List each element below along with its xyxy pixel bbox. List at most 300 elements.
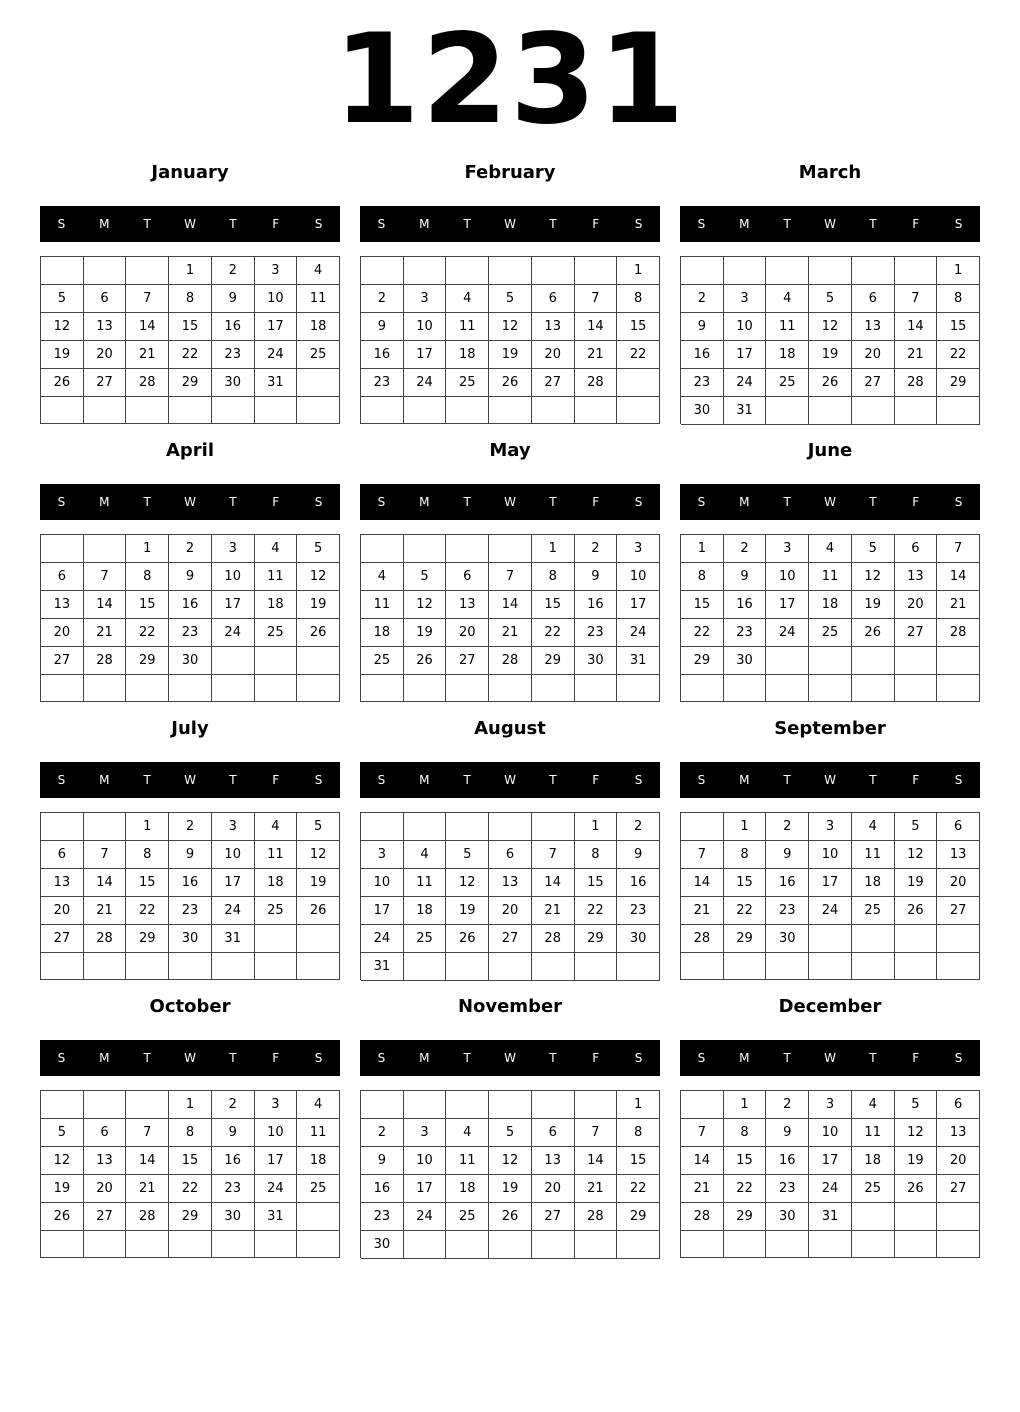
day-cell: 17 xyxy=(212,591,255,619)
weekday-label: W xyxy=(824,495,836,509)
day-cell: 5 xyxy=(895,813,938,841)
day-cell: 2 xyxy=(766,1091,809,1119)
empty-day-cell xyxy=(724,1231,767,1258)
day-cell: 21 xyxy=(532,897,575,925)
day-grid xyxy=(680,256,980,424)
weekday-label: F xyxy=(592,1051,600,1065)
day-cell: 5 xyxy=(489,1119,532,1147)
day-cell: 16 xyxy=(169,591,212,619)
day-cell: 19 xyxy=(446,897,489,925)
day-cell: 9 xyxy=(361,1147,404,1175)
empty-day-cell xyxy=(852,925,895,953)
day-cell: 20 xyxy=(895,591,938,619)
day-cell: 25 xyxy=(404,925,447,953)
empty-day-cell xyxy=(297,1231,340,1258)
day-cell: 23 xyxy=(169,619,212,647)
day-cell: 2 xyxy=(169,813,212,841)
empty-day-cell xyxy=(361,675,404,702)
empty-day-cell xyxy=(575,1091,618,1119)
empty-day-cell xyxy=(446,953,489,981)
empty-day-cell xyxy=(852,257,895,285)
day-cell: 1 xyxy=(532,535,575,563)
day-cell: 19 xyxy=(489,1175,532,1203)
empty-day-cell xyxy=(617,397,660,424)
weekday-label: S xyxy=(634,1051,643,1065)
empty-day-cell xyxy=(809,953,852,980)
weekday-label: T xyxy=(783,495,791,509)
weekday-label: T xyxy=(783,217,791,231)
empty-day-cell xyxy=(681,1231,724,1258)
day-cell: 27 xyxy=(532,1203,575,1231)
day-cell: 18 xyxy=(852,1147,895,1175)
day-cell: 8 xyxy=(724,841,767,869)
empty-day-cell xyxy=(766,397,809,425)
day-cell: 5 xyxy=(404,563,447,591)
day-cell: 14 xyxy=(895,313,938,341)
day-cell: 25 xyxy=(766,369,809,397)
empty-day-cell xyxy=(532,397,575,424)
day-cell: 28 xyxy=(489,647,532,675)
empty-day-cell xyxy=(126,953,169,980)
day-cell: 6 xyxy=(937,813,980,841)
day-cell: 16 xyxy=(361,341,404,369)
empty-day-cell xyxy=(169,1231,212,1258)
day-cell: 27 xyxy=(41,647,84,675)
day-cell: 29 xyxy=(724,1203,767,1231)
day-cell: 29 xyxy=(169,369,212,397)
day-cell: 6 xyxy=(84,285,127,313)
day-cell: 10 xyxy=(617,563,660,591)
month-name: November xyxy=(457,996,563,1017)
day-cell: 18 xyxy=(852,869,895,897)
day-cell: 20 xyxy=(532,1175,575,1203)
day-cell: 23 xyxy=(361,369,404,397)
day-cell: 11 xyxy=(852,841,895,869)
empty-day-cell xyxy=(41,813,84,841)
day-cell: 25 xyxy=(255,619,298,647)
day-cell: 13 xyxy=(852,313,895,341)
day-grid xyxy=(40,256,340,424)
empty-day-cell xyxy=(84,953,127,980)
day-cell: 1 xyxy=(169,257,212,285)
month-name: January xyxy=(151,162,229,183)
empty-day-cell xyxy=(255,1231,298,1258)
weekday-header xyxy=(40,484,340,520)
day-cell: 30 xyxy=(766,925,809,953)
weekday-label: S xyxy=(377,495,386,509)
day-cell: 10 xyxy=(766,563,809,591)
empty-day-cell xyxy=(126,257,169,285)
day-cell: 22 xyxy=(617,341,660,369)
empty-day-cell xyxy=(255,953,298,980)
empty-day-cell xyxy=(41,257,84,285)
empty-day-cell xyxy=(489,397,532,424)
day-cell: 16 xyxy=(617,869,660,897)
weekday-label: W xyxy=(504,1051,516,1065)
weekday-label: M xyxy=(99,1051,110,1065)
empty-day-cell xyxy=(766,257,809,285)
day-cell: 30 xyxy=(575,647,618,675)
weekday-label: F xyxy=(272,495,280,509)
day-cell: 16 xyxy=(724,591,767,619)
empty-day-cell xyxy=(681,257,724,285)
day-cell: 22 xyxy=(681,619,724,647)
weekday-label: M xyxy=(99,217,110,231)
day-cell: 28 xyxy=(681,925,724,953)
empty-day-cell xyxy=(766,953,809,980)
day-cell: 13 xyxy=(41,869,84,897)
weekday-label: F xyxy=(912,773,920,787)
empty-day-cell xyxy=(255,925,298,953)
day-cell: 4 xyxy=(852,1091,895,1119)
weekday-label: S xyxy=(954,773,963,787)
day-cell: 25 xyxy=(297,1175,340,1203)
empty-day-cell xyxy=(297,369,340,397)
weekday-label: T xyxy=(143,1051,151,1065)
weekday-label: T xyxy=(869,1051,877,1065)
weekday-label: T xyxy=(869,773,877,787)
day-cell: 17 xyxy=(809,1147,852,1175)
day-cell: 10 xyxy=(809,1119,852,1147)
empty-day-cell xyxy=(895,1231,938,1258)
day-cell: 5 xyxy=(41,285,84,313)
day-cell: 24 xyxy=(404,1203,447,1231)
day-cell: 18 xyxy=(809,591,852,619)
day-cell: 13 xyxy=(937,1119,980,1147)
weekday-label: S xyxy=(377,1051,386,1065)
day-cell: 27 xyxy=(532,369,575,397)
weekday-label: W xyxy=(184,773,196,787)
day-cell: 21 xyxy=(575,1175,618,1203)
day-cell: 2 xyxy=(361,1119,404,1147)
weekday-label: M xyxy=(419,1051,430,1065)
day-cell: 9 xyxy=(212,285,255,313)
day-cell: 15 xyxy=(169,313,212,341)
day-cell: 31 xyxy=(617,647,660,675)
weekday-label: W xyxy=(184,217,196,231)
empty-day-cell xyxy=(532,813,575,841)
day-cell: 16 xyxy=(212,313,255,341)
day-cell: 29 xyxy=(937,369,980,397)
empty-day-cell xyxy=(41,1231,84,1258)
day-cell: 31 xyxy=(724,397,767,425)
weekday-label: S xyxy=(57,495,66,509)
day-cell: 16 xyxy=(169,869,212,897)
day-cell: 17 xyxy=(404,341,447,369)
empty-day-cell xyxy=(169,397,212,424)
empty-day-cell xyxy=(404,675,447,702)
day-cell: 5 xyxy=(895,1091,938,1119)
empty-day-cell xyxy=(766,647,809,675)
weekday-label: F xyxy=(272,1051,280,1065)
empty-day-cell xyxy=(126,675,169,702)
day-cell: 28 xyxy=(937,619,980,647)
day-cell: 12 xyxy=(489,313,532,341)
day-cell: 20 xyxy=(532,341,575,369)
day-cell: 10 xyxy=(404,1147,447,1175)
day-cell: 22 xyxy=(937,341,980,369)
day-cell: 19 xyxy=(895,869,938,897)
day-cell: 1 xyxy=(724,1091,767,1119)
empty-day-cell xyxy=(41,1091,84,1119)
day-cell: 14 xyxy=(937,563,980,591)
empty-day-cell xyxy=(681,1091,724,1119)
empty-day-cell xyxy=(852,1231,895,1258)
day-cell: 25 xyxy=(297,341,340,369)
day-cell: 9 xyxy=(361,313,404,341)
empty-day-cell xyxy=(297,953,340,980)
day-cell: 7 xyxy=(532,841,575,869)
empty-day-cell xyxy=(575,953,618,981)
month-name: October xyxy=(149,996,231,1017)
day-cell: 30 xyxy=(617,925,660,953)
day-cell: 12 xyxy=(895,841,938,869)
empty-day-cell xyxy=(41,675,84,702)
weekday-label: T xyxy=(549,217,557,231)
weekday-label: T xyxy=(463,1051,471,1065)
day-cell: 14 xyxy=(84,869,127,897)
weekday-label: T xyxy=(783,1051,791,1065)
empty-day-cell xyxy=(84,813,127,841)
day-cell: 18 xyxy=(297,313,340,341)
empty-day-cell xyxy=(212,675,255,702)
day-cell: 6 xyxy=(937,1091,980,1119)
day-cell: 6 xyxy=(895,535,938,563)
weekday-label: T xyxy=(143,217,151,231)
weekday-label: M xyxy=(419,495,430,509)
weekday-label: S xyxy=(57,217,66,231)
day-cell: 14 xyxy=(532,869,575,897)
day-grid xyxy=(360,812,660,980)
day-cell: 18 xyxy=(446,341,489,369)
day-cell: 24 xyxy=(724,369,767,397)
empty-day-cell xyxy=(404,1231,447,1259)
day-cell: 23 xyxy=(617,897,660,925)
day-cell: 14 xyxy=(84,591,127,619)
day-cell: 4 xyxy=(404,841,447,869)
day-cell: 27 xyxy=(489,925,532,953)
day-cell: 13 xyxy=(446,591,489,619)
day-cell: 11 xyxy=(297,1119,340,1147)
day-cell: 3 xyxy=(255,257,298,285)
day-cell: 10 xyxy=(724,313,767,341)
weekday-label: S xyxy=(314,495,323,509)
empty-day-cell xyxy=(895,1203,938,1231)
day-grid xyxy=(680,534,980,702)
empty-day-cell xyxy=(41,953,84,980)
day-cell: 17 xyxy=(361,897,404,925)
day-cell: 26 xyxy=(489,369,532,397)
empty-day-cell xyxy=(361,535,404,563)
day-cell: 8 xyxy=(126,563,169,591)
day-cell: 15 xyxy=(617,313,660,341)
empty-day-cell xyxy=(681,675,724,702)
empty-day-cell xyxy=(681,953,724,980)
empty-day-cell xyxy=(937,925,980,953)
month-name: July xyxy=(171,718,209,739)
weekday-label: T xyxy=(869,495,877,509)
empty-day-cell xyxy=(937,675,980,702)
day-cell: 23 xyxy=(212,341,255,369)
day-cell: 4 xyxy=(852,813,895,841)
empty-day-cell xyxy=(852,397,895,425)
day-cell: 10 xyxy=(361,869,404,897)
day-cell: 28 xyxy=(126,1203,169,1231)
day-cell: 3 xyxy=(361,841,404,869)
day-cell: 26 xyxy=(895,1175,938,1203)
day-cell: 22 xyxy=(126,897,169,925)
empty-day-cell xyxy=(937,647,980,675)
empty-day-cell xyxy=(532,257,575,285)
empty-day-cell xyxy=(84,257,127,285)
day-cell: 7 xyxy=(575,285,618,313)
day-cell: 2 xyxy=(617,813,660,841)
day-cell: 24 xyxy=(809,897,852,925)
month-name: February xyxy=(464,162,556,183)
weekday-label: T xyxy=(463,217,471,231)
day-cell: 31 xyxy=(255,1203,298,1231)
day-cell: 14 xyxy=(575,1147,618,1175)
empty-day-cell xyxy=(212,1231,255,1258)
weekday-label: F xyxy=(592,495,600,509)
empty-day-cell xyxy=(446,1091,489,1119)
day-cell: 3 xyxy=(212,813,255,841)
day-cell: 13 xyxy=(41,591,84,619)
day-cell: 19 xyxy=(41,1175,84,1203)
empty-day-cell xyxy=(852,1203,895,1231)
day-cell: 1 xyxy=(126,535,169,563)
empty-day-cell xyxy=(84,675,127,702)
day-grid xyxy=(680,812,980,980)
day-cell: 24 xyxy=(617,619,660,647)
day-cell: 22 xyxy=(617,1175,660,1203)
weekday-label: S xyxy=(954,495,963,509)
day-cell: 4 xyxy=(297,257,340,285)
day-cell: 28 xyxy=(84,647,127,675)
day-cell: 4 xyxy=(297,1091,340,1119)
day-cell: 16 xyxy=(766,869,809,897)
day-cell: 21 xyxy=(575,341,618,369)
weekday-label: S xyxy=(697,773,706,787)
empty-day-cell xyxy=(489,675,532,702)
day-cell: 23 xyxy=(766,897,809,925)
day-cell: 11 xyxy=(446,1147,489,1175)
day-cell: 17 xyxy=(766,591,809,619)
day-cell: 14 xyxy=(126,313,169,341)
weekday-label: W xyxy=(504,773,516,787)
day-cell: 25 xyxy=(852,1175,895,1203)
day-cell: 28 xyxy=(84,925,127,953)
empty-day-cell xyxy=(489,813,532,841)
empty-day-cell xyxy=(212,647,255,675)
day-cell: 19 xyxy=(404,619,447,647)
month-name: August xyxy=(474,718,546,739)
weekday-label: S xyxy=(697,217,706,231)
empty-day-cell xyxy=(84,397,127,424)
empty-day-cell xyxy=(937,953,980,980)
empty-day-cell xyxy=(297,1203,340,1231)
day-cell: 26 xyxy=(41,1203,84,1231)
day-cell: 29 xyxy=(575,925,618,953)
weekday-label: M xyxy=(419,217,430,231)
month-name: December xyxy=(778,996,882,1017)
day-cell: 16 xyxy=(361,1175,404,1203)
day-cell: 19 xyxy=(41,341,84,369)
weekday-label: S xyxy=(954,1051,963,1065)
empty-day-cell xyxy=(681,813,724,841)
day-cell: 15 xyxy=(681,591,724,619)
day-cell: 27 xyxy=(41,925,84,953)
weekday-label: S xyxy=(314,217,323,231)
day-cell: 19 xyxy=(297,591,340,619)
day-cell: 6 xyxy=(84,1119,127,1147)
weekday-label: T xyxy=(143,495,151,509)
weekday-label: M xyxy=(739,1051,750,1065)
day-cell: 25 xyxy=(446,369,489,397)
day-cell: 7 xyxy=(126,1119,169,1147)
day-cell: 9 xyxy=(724,563,767,591)
day-cell: 18 xyxy=(255,869,298,897)
weekday-label: T xyxy=(783,773,791,787)
day-cell: 23 xyxy=(212,1175,255,1203)
day-cell: 9 xyxy=(575,563,618,591)
day-cell: 19 xyxy=(852,591,895,619)
day-cell: 27 xyxy=(852,369,895,397)
day-cell: 25 xyxy=(255,897,298,925)
day-cell: 13 xyxy=(895,563,938,591)
weekday-label: F xyxy=(912,1051,920,1065)
day-grid xyxy=(40,1090,340,1258)
day-cell: 2 xyxy=(766,813,809,841)
day-cell: 26 xyxy=(809,369,852,397)
day-cell: 28 xyxy=(532,925,575,953)
day-cell: 7 xyxy=(575,1119,618,1147)
empty-day-cell xyxy=(297,925,340,953)
day-cell: 17 xyxy=(724,341,767,369)
day-grid xyxy=(40,534,340,702)
day-cell: 3 xyxy=(404,1119,447,1147)
empty-day-cell xyxy=(446,257,489,285)
day-cell: 11 xyxy=(446,313,489,341)
day-cell: 10 xyxy=(212,563,255,591)
empty-day-cell xyxy=(575,1231,618,1259)
day-cell: 14 xyxy=(575,313,618,341)
weekday-label: S xyxy=(377,217,386,231)
day-cell: 12 xyxy=(297,563,340,591)
day-cell: 5 xyxy=(489,285,532,313)
day-cell: 23 xyxy=(169,897,212,925)
weekday-label: M xyxy=(99,495,110,509)
day-grid xyxy=(360,256,660,424)
day-cell: 30 xyxy=(766,1203,809,1231)
weekday-header xyxy=(40,206,340,242)
empty-day-cell xyxy=(404,397,447,424)
day-cell: 23 xyxy=(724,619,767,647)
empty-day-cell xyxy=(766,675,809,702)
empty-day-cell xyxy=(404,953,447,981)
day-cell: 15 xyxy=(532,591,575,619)
day-cell: 4 xyxy=(446,1119,489,1147)
day-cell: 20 xyxy=(937,869,980,897)
weekday-header xyxy=(40,1040,340,1076)
empty-day-cell xyxy=(446,1231,489,1259)
day-cell: 24 xyxy=(212,619,255,647)
weekday-label: T xyxy=(229,1051,237,1065)
day-cell: 1 xyxy=(617,1091,660,1119)
day-cell: 26 xyxy=(489,1203,532,1231)
empty-day-cell xyxy=(489,953,532,981)
weekday-label: F xyxy=(272,217,280,231)
